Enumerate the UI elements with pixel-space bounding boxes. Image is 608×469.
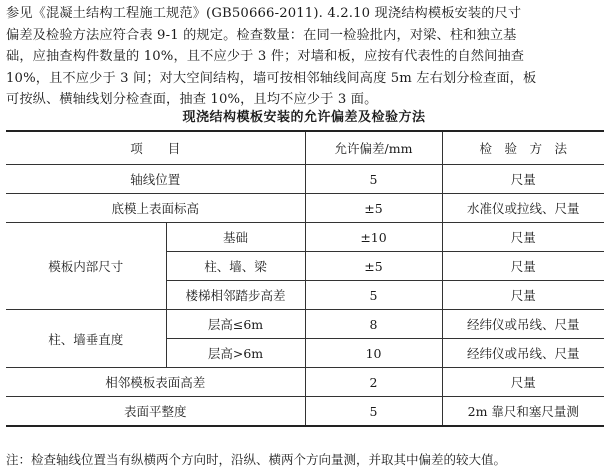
row-tolerance: 8 (305, 310, 442, 339)
row-method: 尺量 (442, 252, 604, 281)
row-tolerance: 5 (305, 397, 442, 427)
row-item: 底模上表面标高 (6, 194, 305, 223)
table-footnote: 注：检查轴线位置当有纵横两个方向时，沿纵、横两个方向量测，并取其中偏差的较大值。 (6, 452, 507, 467)
table-row (6, 223, 604, 252)
row-sub-item: 层高>6m (166, 339, 305, 368)
row-method: 经纬仪或吊线、尺量 (442, 310, 604, 339)
row-method: 尺量 (442, 223, 604, 252)
intro-line: 10%，且不应少于 3 间；对大空间结构，墙可按相邻轴线间高度 5m 左右划分检查面，板 (6, 70, 537, 86)
row-group-label: 模板内部尺寸 (6, 223, 166, 310)
row-sub-item: 楼梯相邻踏步高差 (166, 281, 305, 310)
row-method: 2m 靠尺和塞尺量测 (442, 397, 604, 427)
row-tolerance: ±5 (305, 252, 442, 281)
intro-line: 础，应抽查构件数量的 10%，且不应少于 3 件；对墙和板，应按有代表性的自然间抽查 (6, 49, 525, 64)
row-item: 轴线位置 (6, 165, 305, 194)
row-sub-item: 层高≤6m (166, 310, 305, 339)
row-method: 水准仪或拉线、尺量 (442, 194, 604, 223)
row-tolerance: 5 (305, 165, 442, 194)
table-row (6, 368, 604, 397)
table-row (6, 165, 604, 194)
row-tolerance: 2 (305, 368, 442, 397)
intro-line: 偏差及检验方法应符合表 9-1 的规定。检查数量：在同一检验批内，对梁、柱和独立基 (6, 27, 517, 43)
header-item: 项 目 (6, 131, 305, 165)
row-method: 经纬仪或吊线、尺量 (442, 339, 604, 368)
row-tolerance: 5 (305, 281, 442, 310)
table-header-row (6, 131, 604, 165)
header-tolerance: 允许偏差/mm (305, 131, 442, 165)
row-method: 尺量 (442, 281, 604, 310)
table-row (6, 397, 604, 427)
table-row (6, 194, 604, 223)
row-tolerance: 10 (305, 339, 442, 368)
tolerance-table (6, 130, 604, 427)
intro-line: 参见《混凝土结构工程施工规范》(GB50666-2011). 4.2.10 现浇结构模板安装的尺寸 (6, 6, 522, 21)
row-sub-item: 基础 (166, 223, 305, 252)
intro-paragraph (6, 3, 604, 111)
row-sub-item: 柱、墙、梁 (166, 252, 305, 281)
row-method: 尺量 (442, 165, 604, 194)
table-row (6, 310, 604, 339)
header-method: 检 验 方 法 (442, 131, 604, 165)
row-tolerance: ±5 (305, 194, 442, 223)
row-item: 表面平整度 (6, 397, 305, 427)
row-method: 尺量 (442, 368, 604, 397)
table-title: 现浇结构模板安装的允许偏差及检验方法 (182, 110, 426, 125)
intro-line: 可按纵、横轴线划分检查面，抽查 10%，且均不应少于 3 面。 (6, 92, 378, 107)
row-tolerance: ±10 (305, 223, 442, 252)
row-group-label: 柱、墙垂直度 (6, 310, 166, 368)
row-item: 相邻模板表面高差 (6, 368, 305, 397)
